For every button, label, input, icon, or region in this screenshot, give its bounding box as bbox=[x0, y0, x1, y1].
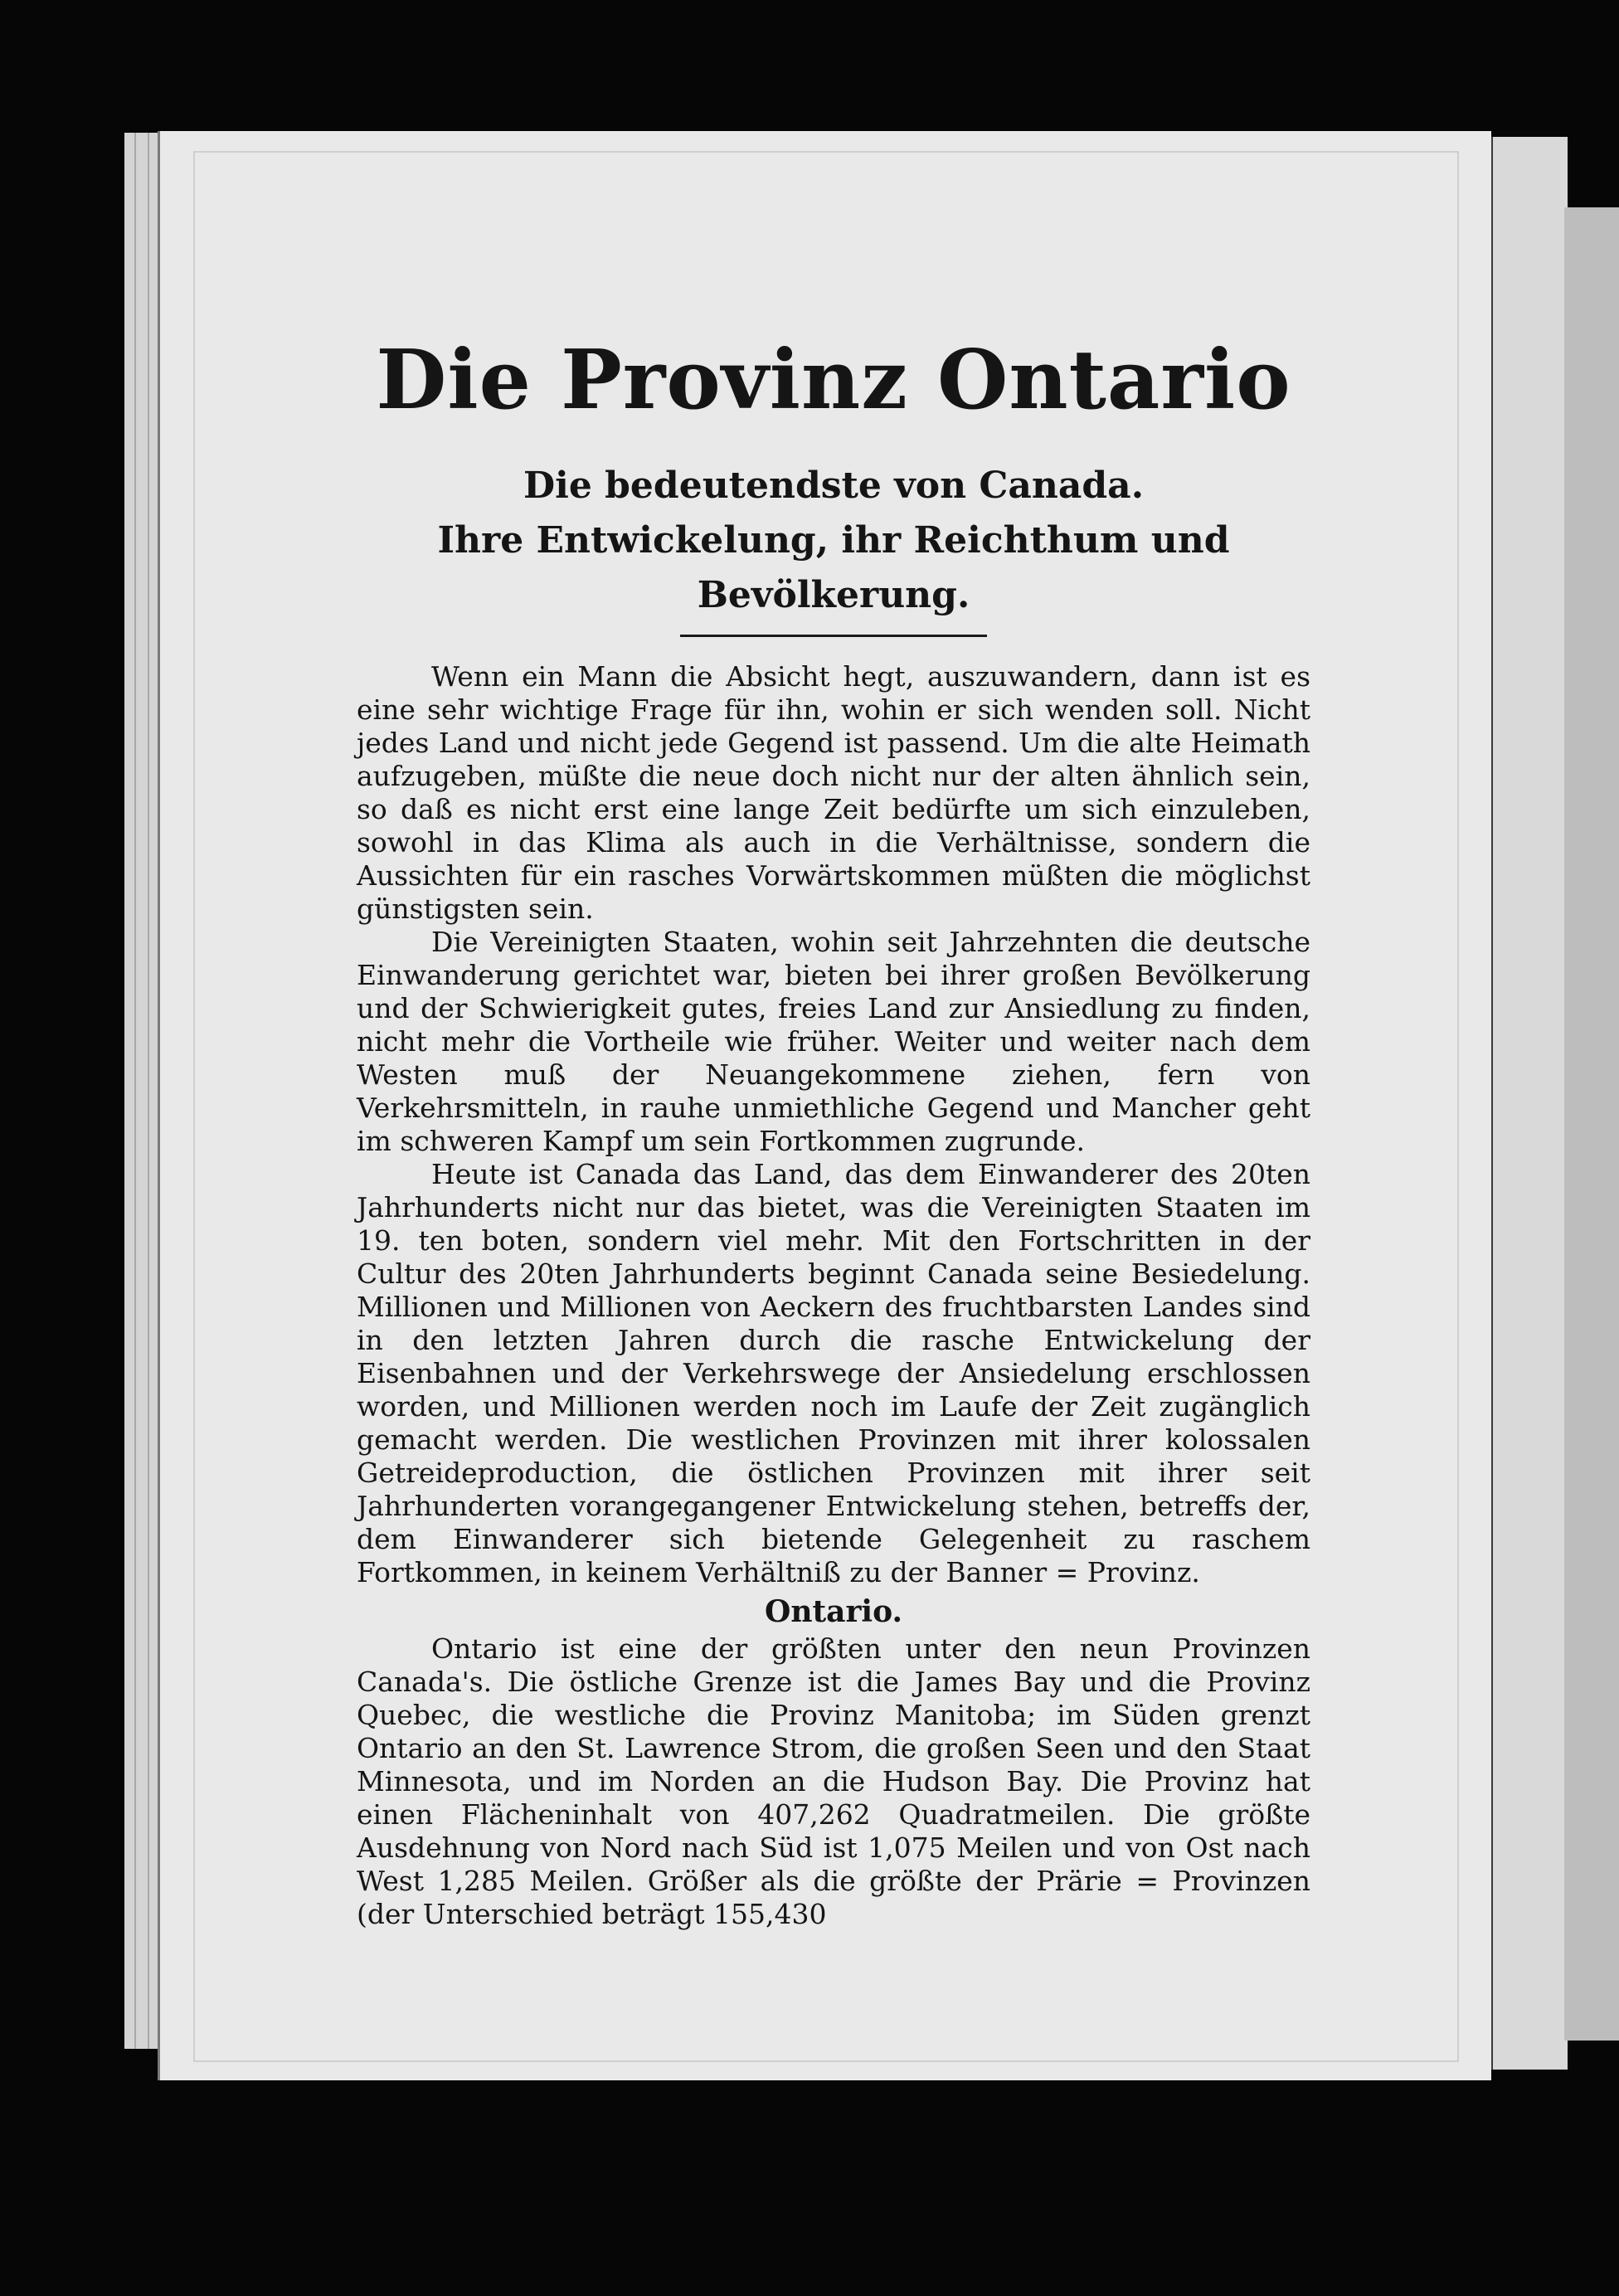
section-heading: Ontario. bbox=[764, 1593, 903, 1629]
subtitle-line: Ihre Entwickelung, ihr Reichthum und bbox=[437, 518, 1230, 562]
adjacent-page bbox=[1489, 137, 1568, 2070]
body-paragraph: Wenn ein Mann die Absicht hegt, auszuwandern, dann ist es eine sehr wichtige Frage für ihn, wohin er sich wenden soll. Nicht jedes Land und nicht jede Gegend ist passend. Um die alte Heimath aufzugeben, müßte die neue doch nicht nur der alten ähnlich sein, so daß es nicht erst eine lange Zeit bedürfte um sich einzuleben, sowohl in das Klima als auch in die Verhältnisse, sondern die Aussichten für ein rasches Vorwärtskommen müßten die möglichst günstigsten sein. bbox=[357, 659, 1310, 925]
page-content bbox=[357, 333, 1310, 1931]
page-title: Die Provinz Ontario bbox=[376, 333, 1291, 428]
adjacent-page-edge bbox=[1564, 207, 1619, 2041]
body-paragraph: Die Vereinigten Staaten, wohin seit Jahrzehnten die deutsche Einwanderung gerichtet war, bieten bei ihrer großen Bevölkerung und der Schwierigkeit gutes, freies Land zur Ansiedlung zu finden, nicht mehr die Vortheile wie früher. Weiter und weiter nach dem Westen muß der Neuangekommene ziehen, fern von Verkehrsmitteln, in rauhe unmiethliche Gegend und Mancher geht im schweren Kampf um sein Fortkommen zugrunde. bbox=[357, 925, 1310, 1157]
page-edge-line bbox=[148, 133, 149, 2049]
section-paragraph: Ontario ist eine der größten unter den neun Provinzen Canada's. Die östliche Grenze ist die James Bay und die Provinz Quebec, die westliche die Provinz Manitoba; im Süden grenzt Ontario an den St. Lawrence Strom, die großen Seen und den Staat Minnesota, und im Norden an die Hudson Bay. Die Provinz hat einen Flächeninhalt von 407,262 Quadratmeilen. Die größte Ausdehnung von Nord nach Süd ist 1,075 Meilen und von Ost nach West 1,285 Meilen. Größer als die größte der Prärie = Provinzen (der Unterschied beträgt 155,430 bbox=[357, 1632, 1310, 1930]
page-edge-line bbox=[134, 133, 136, 2049]
subtitle-line: Die bedeutendste von Canada. bbox=[523, 464, 1145, 507]
body-paragraph: Heute ist Canada das Land, das dem Einwanderer des 20ten Jahrhunderts nicht nur das bietet, was die Vereinigten Staaten im 19. ten boten, sondern viel mehr. Mit den Fortschritten in der Cultur des 20ten Jahrhunderts beginnt Canada seine Besiedelung. Millionen und Millionen von Aeckern des fruchtbarsten Landes sind in den letzten Jahren durch die rasche Entwickelung der Eisenbahnen und der Verkehrswege der Ansiedelung erschlossen worden, und Millionen werden noch im Laufe der Zeit zugänglich gemacht werden. Die westlichen Provinzen mit ihrer kolossalen Getreideproduction, die östlichen Provinzen mit ihrer seit Jahrhunderten vorangegangener Entwickelung stehen, betreffs der, dem Einwanderer sich bietende Gelegenheit zu raschem Fortkommen, in keinem Verhältniß zu der Banner = Provinz. bbox=[357, 1157, 1310, 1588]
subtitle-line: Bevölkerung. bbox=[697, 573, 970, 616]
title-divider bbox=[680, 635, 987, 637]
